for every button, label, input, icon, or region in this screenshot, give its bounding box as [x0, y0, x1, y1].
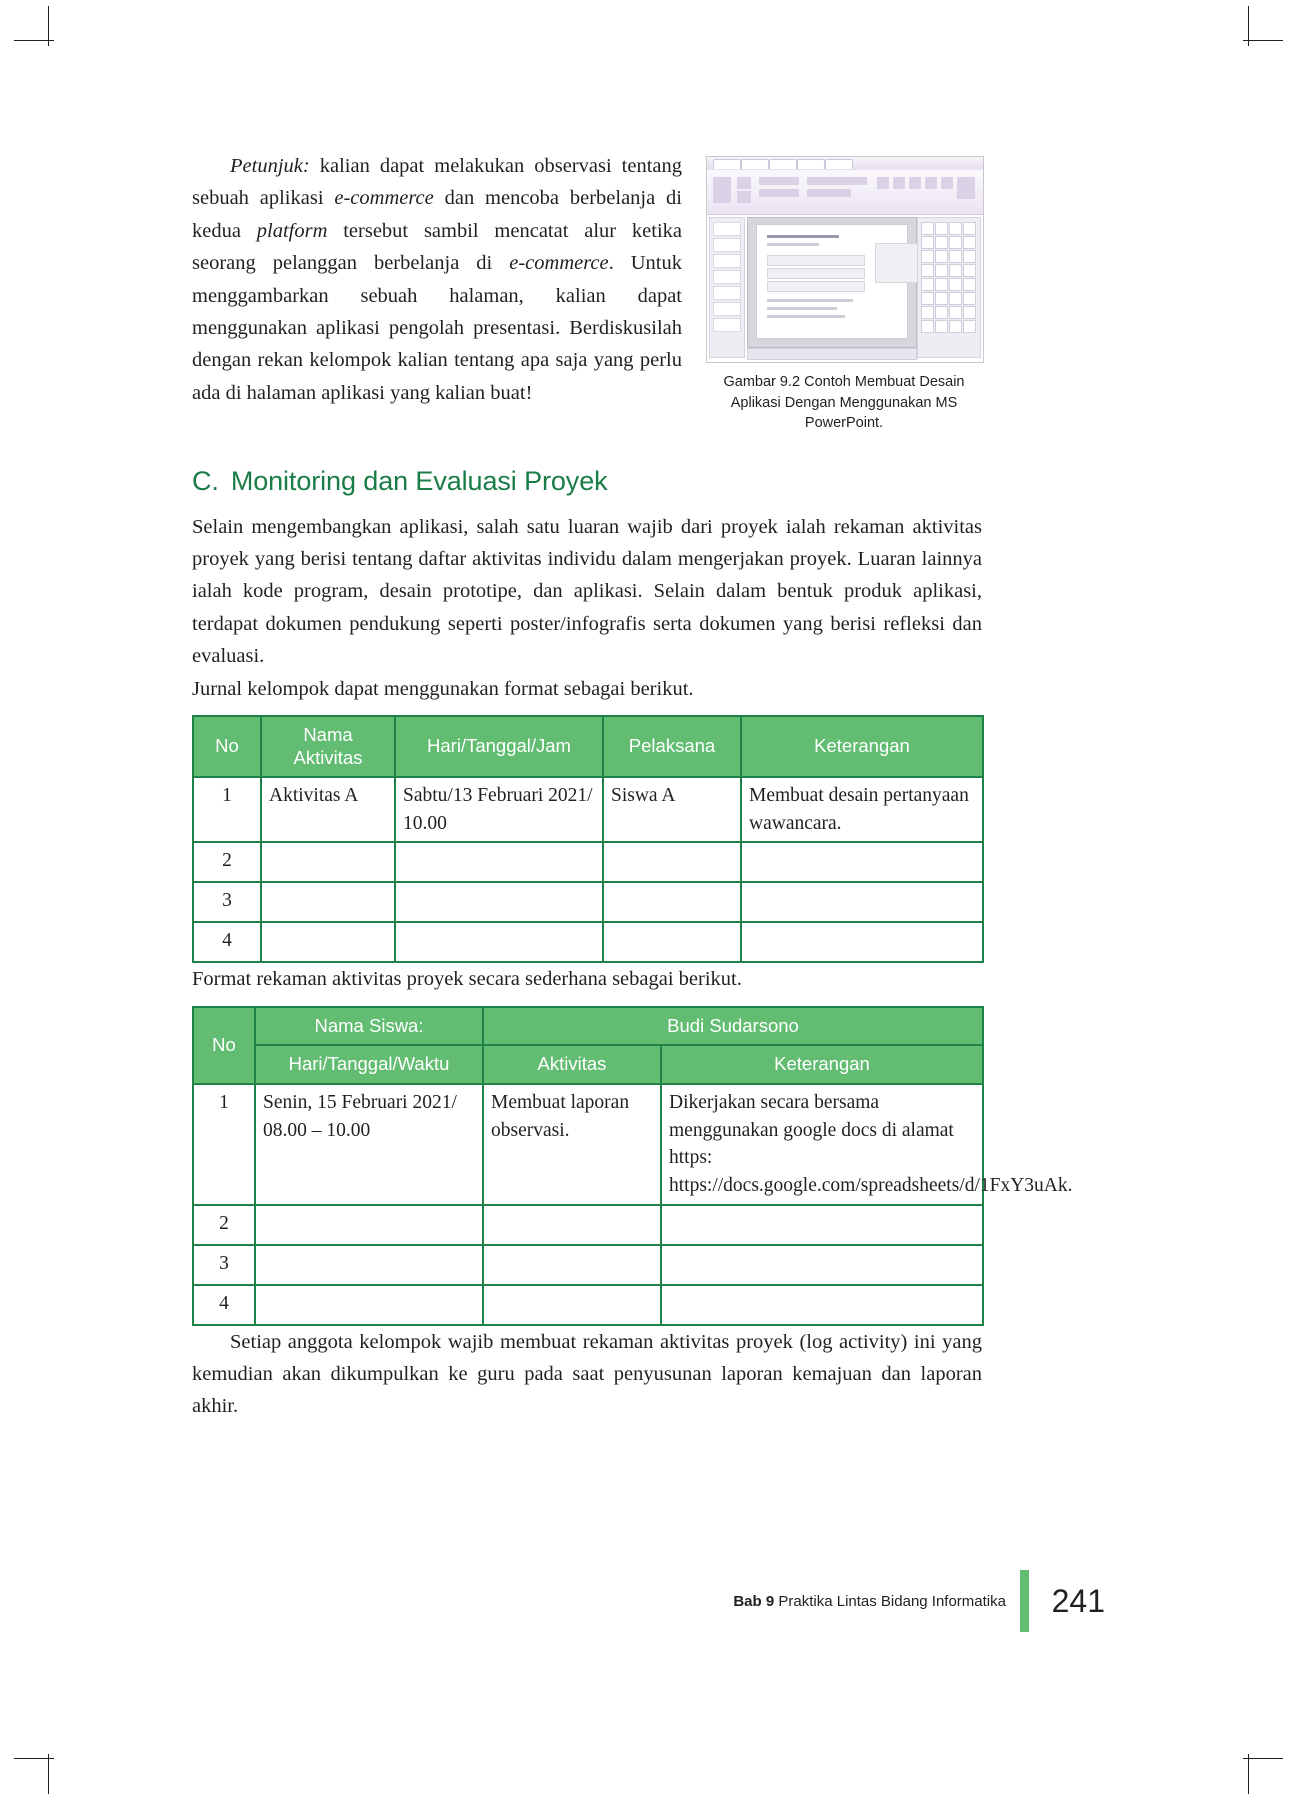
mock-ribbon-icon — [713, 177, 731, 203]
cell-keterangan — [661, 1205, 983, 1245]
cell-hari-tanggal-jam — [395, 842, 603, 882]
closing-paragraph: Setiap anggota kelompok wajib membuat rekaman aktivitas proyek (log activity) ini yang kemudian akan dikumpulkan ke guru pada saat penyusunan laporan kemajuan dan laporan akhir. — [192, 1330, 982, 1418]
mock-tab — [769, 159, 797, 169]
th-no: No — [193, 1007, 255, 1084]
cell-no: 2 — [193, 1205, 255, 1245]
mock-ribbon-icon — [893, 177, 905, 189]
crop-mark-br-v — [1248, 1754, 1249, 1794]
cell-no: 1 — [193, 777, 261, 842]
table-jurnal-kelompok — [192, 715, 984, 964]
intro-italic-ecommerce-1: e-commerce — [334, 187, 434, 210]
mock-slide-canvas — [756, 224, 908, 339]
mock-ribbon-icon — [737, 191, 751, 203]
mock-slide-thumb — [713, 238, 741, 252]
mock-tab — [825, 159, 853, 169]
table-row — [193, 777, 983, 842]
mock-field — [767, 255, 865, 266]
mock-slide-thumb — [713, 286, 741, 300]
mock-ribbon-icon — [877, 177, 889, 189]
th-nama-aktivitas: Nama Aktivitas — [261, 716, 395, 777]
crop-mark-br-h — [1243, 1758, 1283, 1759]
page-content — [192, 150, 1073, 1423]
mock-field — [767, 268, 865, 279]
intro-italic-platform: platform — [256, 219, 328, 242]
table-row — [193, 1285, 983, 1325]
th-aktivitas: Aktivitas — [483, 1045, 661, 1084]
lead-in-jurnal-kelompok: Jurnal kelompok dapat menggunakan format sebagai berikut. — [192, 677, 694, 700]
cell-keterangan — [741, 842, 983, 882]
mock-slide-thumb — [713, 254, 741, 268]
mock-slide-thumb — [713, 318, 741, 332]
table-row — [193, 842, 983, 882]
mock-statusbar — [747, 348, 917, 360]
figure-caption: Gambar 9.2 Contoh Membuat Desain Aplikasi Dengan Menggunakan MS PowerPoint. — [723, 374, 965, 432]
mock-slide-panel — [709, 217, 745, 358]
crop-mark-bl-v — [48, 1754, 49, 1794]
crop-mark-bl-h — [14, 1758, 54, 1759]
cell-keterangan: Membuat desain pertanyaan wawancara. — [741, 777, 983, 842]
mock-slide-stage — [747, 217, 917, 348]
table-header-row-sub — [193, 1045, 983, 1084]
cell-aktivitas — [483, 1285, 661, 1325]
cell-keterangan — [741, 922, 983, 962]
intro-block — [192, 150, 982, 440]
intro-seg-2: dan mencoba berbelanja di kedua — [192, 187, 682, 242]
cell-hari-tanggal-jam: Sabtu/13 Februari 2021/ 10.00 — [395, 777, 603, 842]
page-number: 241 — [1051, 1582, 1105, 1619]
intro-seg-3: tersebut sambil mencatat alur ketika seorang pelanggan berbelanja di — [192, 219, 683, 275]
intro-seg-4: . Untuk menggambarkan sebuah halaman, kalian dapat menggunakan aplikasi pengolah presentasi. Berdiskusilah dengan rekan kelompok kalian tentang apa saja yang perlu ada di halaman aplikasi yang kalian buat! — [192, 252, 682, 404]
table-row — [193, 1245, 983, 1285]
cell-pelaksana: Siswa A — [603, 777, 741, 842]
mock-slide-thumb — [713, 222, 741, 236]
footer-chapter-label: Bab 9 — [733, 1592, 775, 1610]
mock-ribbon-icon — [737, 177, 751, 189]
mock-tab — [741, 159, 769, 169]
th-nama-siswa-value: Budi Sudarsono — [483, 1007, 983, 1046]
cell-aktivitas — [483, 1205, 661, 1245]
mock-ribbon-icon — [957, 177, 975, 199]
table-row — [193, 882, 983, 922]
footer-accent-bar — [1020, 1570, 1029, 1632]
mock-text-line — [767, 307, 837, 310]
cell-no: 3 — [193, 882, 261, 922]
mock-ribbon-icon — [807, 189, 851, 197]
footer-chapter-title: Praktika Lintas Bidang Informatika — [774, 1592, 1006, 1610]
table-header-row-top — [193, 1007, 983, 1046]
section-heading — [192, 466, 982, 497]
crop-mark-tr-h — [1243, 40, 1283, 41]
mock-text-line — [767, 235, 839, 238]
cell-hari-tanggal-jam — [395, 882, 603, 922]
mock-shape-gallery — [917, 217, 981, 358]
cell-aktivitas — [483, 1245, 661, 1285]
cell-nama-aktivitas — [261, 922, 395, 962]
section-letter: C. — [192, 465, 219, 496]
cell-keterangan — [661, 1285, 983, 1325]
lead-in-format-rekaman: Format rekaman aktivitas proyek secara sederhana sebagai berikut. — [192, 968, 742, 991]
mock-text-line — [767, 315, 845, 318]
cell-nama-aktivitas — [261, 882, 395, 922]
cell-hari-tanggal-jam — [395, 922, 603, 962]
mock-field — [767, 281, 865, 292]
cell-no: 3 — [193, 1245, 255, 1285]
mock-ribbon-icon — [759, 177, 799, 185]
cell-nama-aktivitas — [261, 842, 395, 882]
th-pelaksana: Pelaksana — [603, 716, 741, 777]
cell-pelaksana — [603, 842, 741, 882]
cell-hari-tanggal-waktu — [255, 1205, 483, 1245]
cell-nama-aktivitas: Aktivitas A — [261, 777, 395, 842]
mock-tab — [713, 159, 741, 169]
cell-no: 1 — [193, 1084, 255, 1205]
mock-text-line — [767, 299, 853, 302]
cell-hari-tanggal-waktu — [255, 1245, 483, 1285]
mock-ribbon-icon — [909, 177, 921, 189]
th-keterangan: Keterangan — [661, 1045, 983, 1084]
cell-pelaksana — [603, 882, 741, 922]
intro-label-petunjuk: Petunjuk: — [230, 155, 310, 177]
th-no: No — [193, 716, 261, 777]
cell-hari-tanggal-waktu: Senin, 15 Februari 2021/ 08.00 – 10.00 — [255, 1084, 483, 1205]
cell-aktivitas: Membuat laporan observasi. — [483, 1084, 661, 1205]
mock-text-line — [767, 243, 819, 246]
section-title: Monitoring dan Evaluasi Proyek — [230, 465, 608, 496]
mock-ribbon-icon — [807, 177, 867, 185]
figure-image-powerpoint-screenshot — [706, 156, 984, 363]
footer-chapter — [733, 1593, 1006, 1610]
th-hari-tanggal-jam: Hari/Tanggal/Jam — [395, 716, 603, 777]
mock-slide-thumb — [713, 302, 741, 316]
table-row — [193, 922, 983, 962]
cell-keterangan — [741, 882, 983, 922]
mock-ribbon-icon — [759, 189, 799, 197]
table-header-row — [193, 716, 983, 777]
cell-hari-tanggal-waktu — [255, 1285, 483, 1325]
table-row — [193, 1084, 983, 1205]
mock-slide-thumb — [713, 270, 741, 284]
cell-no: 2 — [193, 842, 261, 882]
page-footer — [192, 1570, 1105, 1632]
cell-keterangan — [661, 1245, 983, 1285]
cell-no: 4 — [193, 1285, 255, 1325]
section-paragraph-1: Selain mengembangkan aplikasi, salah satu luaran wajib dari proyek ialah rekaman aktivitas proyek yang berisi tentang daftar aktivitas individu dalam mengerjakan proyek. Luaran lainnya ialah kode program, desain prototipe, dan aplikasi. Selain dalam bentuk produk aplikasi, terdapat dokumen pendukung seperti poster/infografis serta dokumen yang berisi refleksi dan evaluasi. — [192, 515, 982, 668]
intro-seg-1: kalian dapat melakukan observasi tentang sebuah aplikasi — [192, 155, 682, 210]
th-nama-siswa-label: Nama Siswa: — [255, 1007, 483, 1046]
mock-tab — [797, 159, 825, 169]
table-rekaman-individu — [192, 1006, 1073, 1326]
mock-ribbon-icon — [941, 177, 953, 189]
th-keterangan: Keterangan — [741, 716, 983, 777]
th-hari-tanggal-waktu: Hari/Tanggal/Waktu — [255, 1045, 483, 1084]
cell-no: 4 — [193, 922, 261, 962]
cell-pelaksana — [603, 922, 741, 962]
cell-keterangan: Dikerjakan secara bersama menggunakan google docs di alamat https: https://docs.google.com/spreadsheets/d/1FxY3uAk. — [661, 1084, 983, 1205]
crop-mark-tl-h — [14, 40, 54, 41]
mock-ribbon-icon — [925, 177, 937, 189]
intro-italic-ecommerce-2: e-commerce — [509, 252, 609, 275]
table-row — [193, 1205, 983, 1245]
figure-9-2 — [706, 156, 982, 434]
